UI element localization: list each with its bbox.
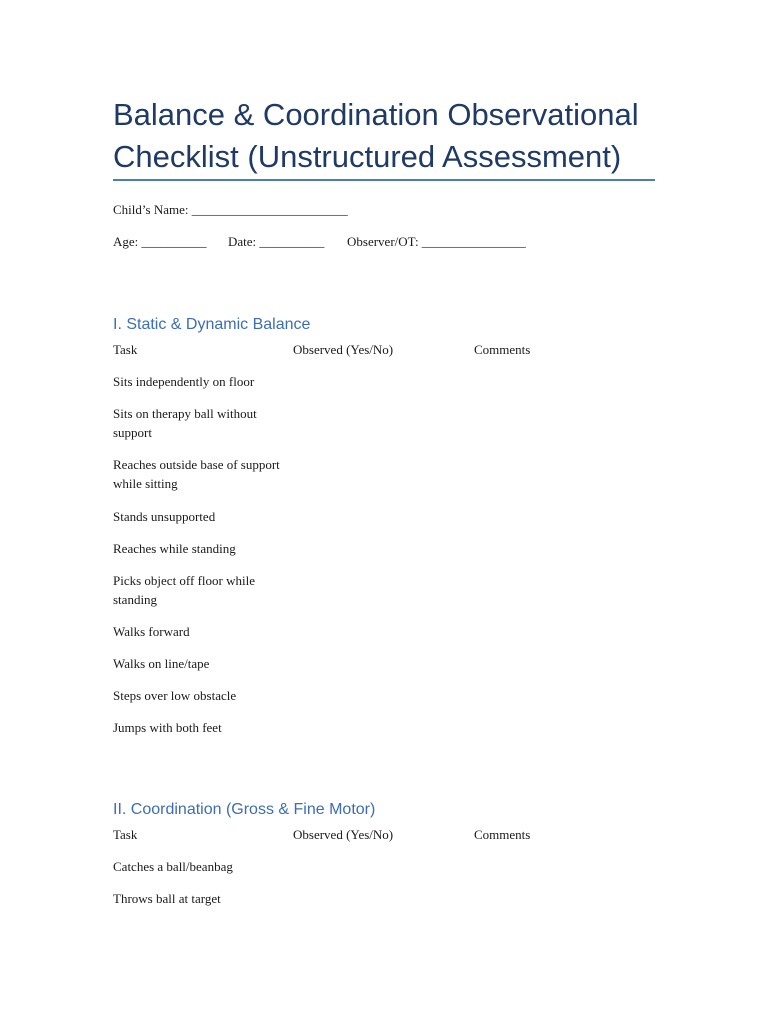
task-row: Throws ball at target xyxy=(113,891,221,906)
task-row: Reaches outside base of support while sitting xyxy=(113,457,280,491)
column-header-comments: Comments xyxy=(474,342,531,357)
title-underline xyxy=(113,179,655,181)
task-row: Catches a ball/beanbag xyxy=(113,859,233,874)
column-header-observed: Observed (Yes/No) xyxy=(293,827,394,842)
task-row: Reaches while standing xyxy=(113,541,236,556)
task-row: Sits independently on floor xyxy=(113,374,255,389)
task-row: Walks on line/tape xyxy=(113,656,210,671)
date-field: Date: __________ xyxy=(228,234,325,249)
task-row: Picks object off floor while standing xyxy=(113,573,256,607)
observer-field: Observer/OT: ________________ xyxy=(347,234,526,249)
task-row: Sits on therapy ball without support xyxy=(113,406,257,440)
column-header-task: Task xyxy=(113,827,138,842)
section-heading: I. Static & Dynamic Balance xyxy=(113,316,311,333)
task-row: Jumps with both feet xyxy=(113,720,222,735)
childs-name-field: Child’s Name: ________________________ xyxy=(113,202,348,217)
column-header-comments: Comments xyxy=(474,827,531,842)
age-field: Age: __________ xyxy=(113,234,207,249)
document-title: Balance & Coordination Observational Checklist (Unstructured Assessment) xyxy=(113,97,639,174)
task-row: Steps over low obstacle xyxy=(113,688,237,703)
section-heading: II. Coordination (Gross & Fine Motor) xyxy=(113,801,376,818)
task-row: Walks forward xyxy=(113,624,190,639)
column-header-task: Task xyxy=(113,342,138,357)
column-header-observed: Observed (Yes/No) xyxy=(293,342,394,357)
task-row: Stands unsupported xyxy=(113,509,216,524)
